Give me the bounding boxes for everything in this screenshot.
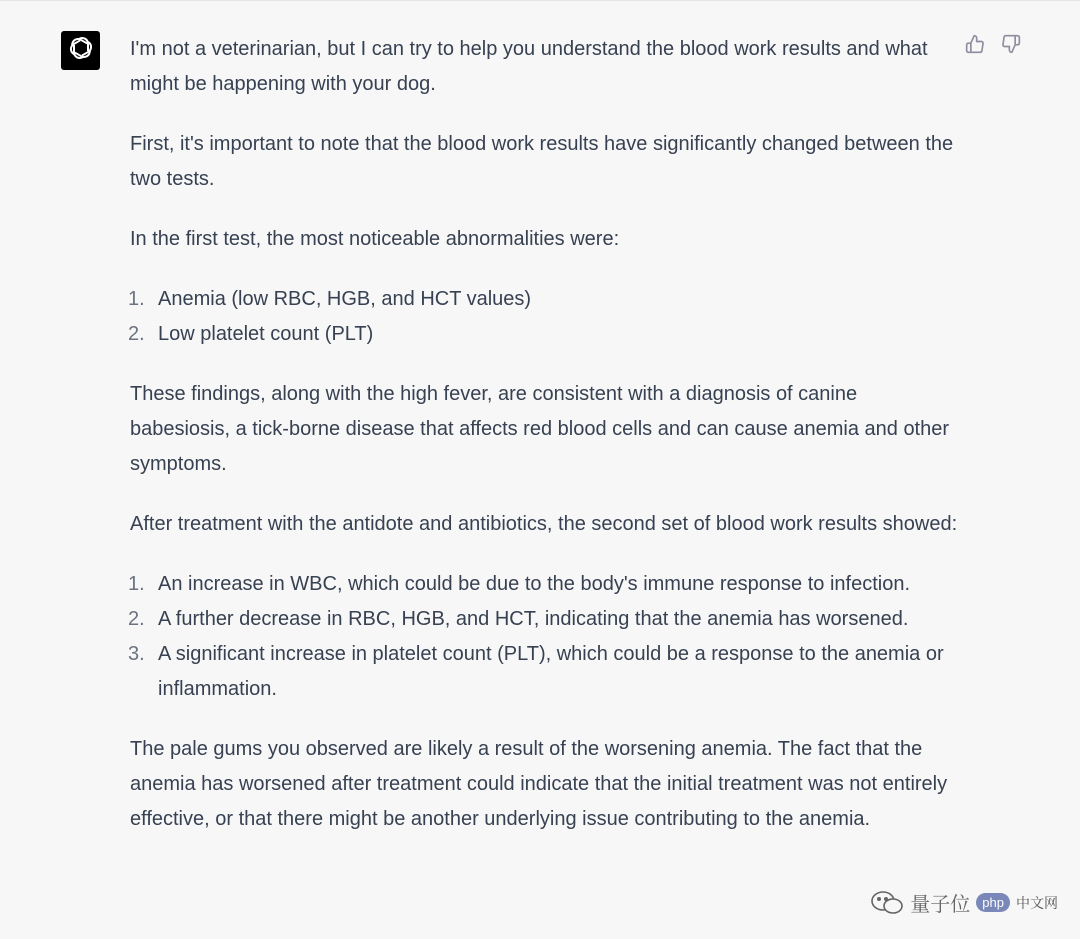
list-item [130,637,960,707]
list-item-text: Anemia (low RBC, HGB, and HCT values) [158,288,532,310]
list-number: 2. [128,323,145,345]
list-item-text: A further decrease in RBC, HGB, and HCT, indicating that the anemia has worsened. [158,608,909,630]
first-test-list [130,282,960,352]
message-paragraph-first: First, it's important to note that the blood work results have significantly changed between the two tests. [130,133,954,190]
list-number: 3. [128,643,145,665]
message-paragraph-first-test: In the first test, the most noticeable abnormalities were: [130,228,620,250]
thumbs-down-button[interactable] [1001,36,1021,56]
top-divider [0,0,1080,1]
feedback-controls [965,36,1021,56]
wechat-icon [870,890,904,916]
thumbs-up-icon [965,34,985,59]
message-paragraph-findings: These findings, along with the high fever, are consistent with a diagnosis of canine babesiosis, a tick-borne disease that affects red blood cells and can cause anemia and other symptoms. [130,383,950,475]
openai-logo-icon [67,34,95,67]
watermark-badge: php [976,893,1010,912]
watermark-brand: 量子位 [910,894,971,916]
assistant-message [130,32,960,862]
list-item [130,317,960,352]
message-paragraph-intro: I'm not a veterinarian, but I can try to help you understand the blood work results and what might be happening with your dog. [130,38,928,95]
thumbs-up-button[interactable] [965,36,985,56]
list-item [130,602,960,637]
list-item-text: An increase in WBC, which could be due to the body's immune response to infection. [158,573,911,595]
watermark [870,888,1058,917]
list-number: 2. [128,608,145,630]
assistant-avatar [61,31,100,70]
list-item-text: Low platelet count (PLT) [158,323,374,345]
thumbs-down-icon [1001,34,1021,59]
list-item [130,282,960,317]
list-item-text: A significant increase in platelet count (PLT), which could be a response to the anemia or inflammation. [158,643,944,700]
message-paragraph-after: After treatment with the antidote and antibiotics, the second set of blood work results showed: [130,513,958,535]
list-number: 1. [128,573,145,595]
second-test-list [130,567,960,707]
list-item [130,567,960,602]
list-number: 1. [128,288,145,310]
watermark-site: 中文网 [1016,894,1058,911]
message-paragraph-gums: The pale gums you observed are likely a result of the worsening anemia. The fact that the anemia has worsened after treatment could indicate that the initial treatment was not entirely effective, or that there might be another underlying issue contributing to the anemia. [130,738,948,830]
